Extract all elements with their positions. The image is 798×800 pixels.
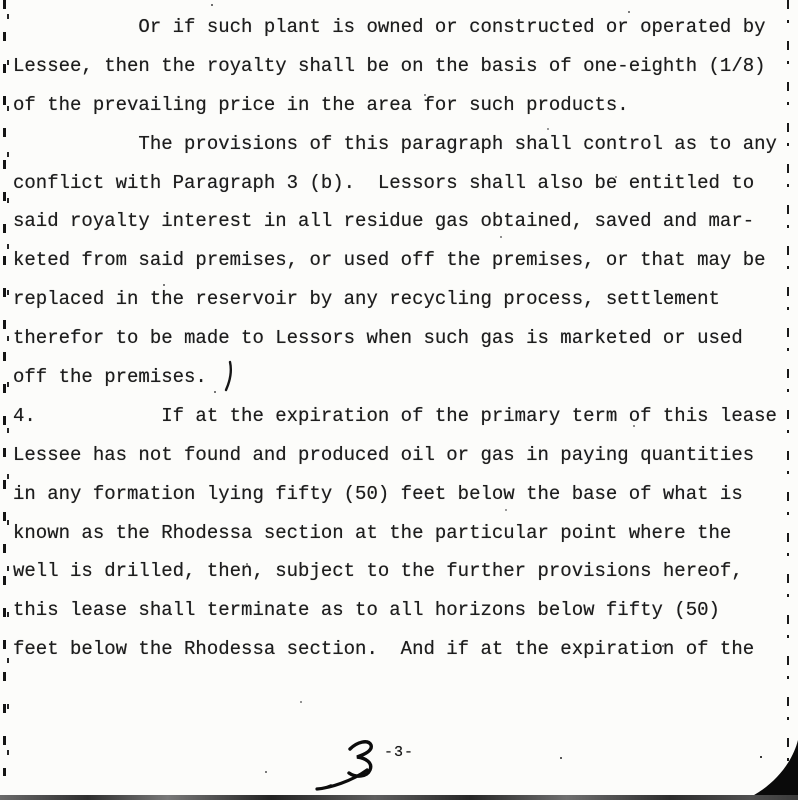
text-line: well is drilled, then, subject to the further provisions hereof, [13,560,743,583]
pen-stroke-mark [226,362,231,390]
text-line: feet below the Rhodessa section. And if at the expiration of the [13,638,755,661]
text-line: known as the Rhodessa section at the particular point where the [13,521,732,544]
text-line: conflict with Paragraph 3 (b). Lessors shall also be entitled to [13,171,755,194]
text-line: in any formation lying fifty (50) feet below the base of what is [13,482,743,505]
text-line: Lessee has not found and produced oil or gas in paying quantities [13,443,755,466]
text-line: off the premises. [13,366,207,389]
typed-page-number: -3- [384,744,415,761]
scan-edge-bottom-artifact [0,795,798,800]
scan-noise-specks [0,0,2,2]
text-line: therefor to be made to Lessors when such gas is marketed or used [13,327,743,350]
text-line: this lease shall terminate as to all horizons below fifty (50) [13,599,720,622]
text-line: 4. If at the expiration of the primary term of this lease [13,404,777,427]
text-line: of the prevailing price in the area for such products. [13,93,629,116]
text-line: keted from said premises, or used off the premises, or that may be [13,249,766,272]
text-line: said royalty interest in all residue gas obtained, saved and mar- [13,210,755,233]
scan-edge-left-artifact [0,0,10,776]
text-line: replaced in the reservoir by any recycling process, settlement [13,288,720,311]
handwritten-underline-swoosh [317,770,367,789]
text-line: Or if such plant is owned or constructed or operated by [13,16,766,38]
scan-edge-right-artifact [787,0,789,778]
page-corner-artifact [744,740,798,800]
text-line: Lessee, then the royalty shall be on the basis of one-eighth (1/8) [13,54,766,77]
text-line: The provisions of this paragraph shall control as to any [13,132,777,155]
